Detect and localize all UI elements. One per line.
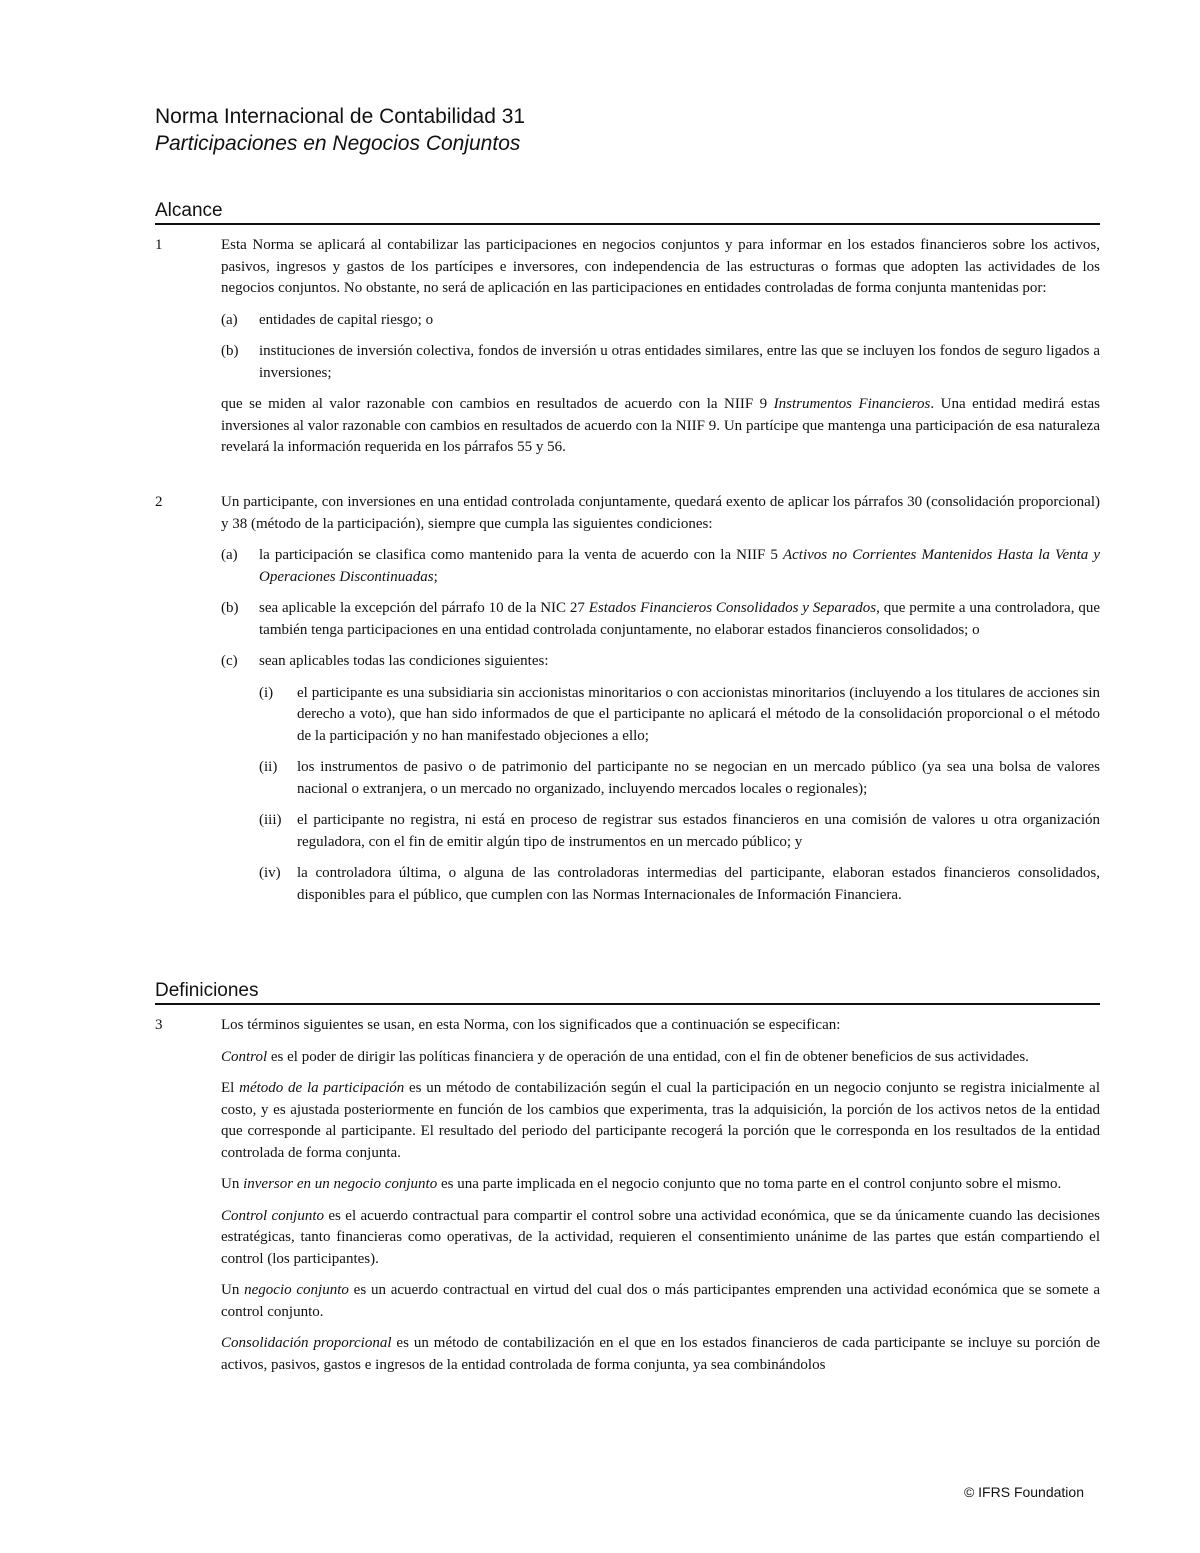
- text-run: Un: [221, 1282, 245, 1298]
- definition: [221, 1206, 1100, 1271]
- list-item-text: el participante es una subsidiaria sin accionistas minoritarios o con accionistas minoritarios (incluyendo a los titulares de acciones sin derecho a voto), que han sido informados de que el participante no aplicará el método de la consolidación proporcional o el método de la participación y no han manifestado objeciones a ello;: [297, 684, 1100, 744]
- list-item: [221, 545, 1100, 588]
- defined-term: inversor en un negocio conjunto: [243, 1176, 438, 1192]
- definition: [221, 1174, 1100, 1196]
- standard-title: Norma Internacional de Contabilidad 31: [155, 105, 526, 128]
- defined-term: Consolidación proporcional: [221, 1335, 392, 1351]
- standard-subtitle: Participaciones en Negocios Conjuntos: [155, 132, 521, 155]
- paragraph-number: 2: [155, 494, 163, 510]
- sub-list-item: [259, 810, 1100, 853]
- text-run: Un: [221, 1176, 244, 1192]
- list-item: [221, 598, 1100, 641]
- text-run: es un método de contabilización en el que en los estados financieros de cada participante se incluye su porción de activos, pasivos, gastos e ingresos de la entidad controlada de forma conjunta, ya sea combinándolos: [221, 1335, 1100, 1373]
- paragraph-text: Los términos siguientes se usan, en esta Norma, con los significados que a continuación se especifican:: [221, 1017, 841, 1033]
- text-run: El: [221, 1080, 240, 1096]
- paragraph-number: 3: [155, 1017, 163, 1033]
- standard-reference: Instrumentos Financieros: [773, 396, 931, 412]
- text-run: . Una entidad medirá estas inversiones al valor razonable con cambios en resultados de acuerdo con la NIIF 9. Un partícipe que mantenga una participación de esa naturaleza revelará la información requerida en los párrafos 55 y 56.: [221, 396, 1100, 455]
- text-run: la participación se clasifica como mantenido para la venta de acuerdo con la NIIF 5: [259, 547, 783, 563]
- paragraph-3: [155, 1015, 1100, 1376]
- definition: [221, 1280, 1100, 1323]
- list-item-label: (a): [221, 547, 238, 563]
- list-item: [221, 651, 1100, 906]
- definition: [221, 1078, 1100, 1164]
- text-run: es una parte implicada en el negocio conjunto que no toma parte en el control conjunto sobre el mismo.: [437, 1176, 1062, 1192]
- paragraph-text: Esta Norma se aplicará al contabilizar las participaciones en negocios conjuntos y para informar en los estados financieros sobre los activos, pasivos, ingresos y gastos de los partícipes e inversores, con independencia de las estructuras o formas que adopten las actividades de los negocios conjuntos. No obstante, no será de aplicación en las participaciones en entidades controladas de forma conjunta mantenidas por:: [221, 237, 1100, 296]
- list-item-text: entidades de capital riesgo; o: [259, 311, 434, 328]
- list-item-text: los instrumentos de pasivo o de patrimonio del participante no se negocian en un mercado público (ya sea una bolsa de valores nacional o extranjera, o un mercado no organizado, incluyendo mercados locales o regionales);: [297, 759, 1100, 797]
- list-item-label: (b): [221, 343, 239, 359]
- defined-term: negocio conjunto: [244, 1282, 349, 1298]
- footer-copyright: © IFRS Foundation: [963, 1484, 1084, 1500]
- text-run: es un método de contabilización según el cual la participación en un negocio conjunto se registra inicialmente al costo, y es ajustada posteriormente en función de los cambios que experimenta, tras la adquisición, la porción de los activos netos de la entidad que corresponde al participante. El resultado del periodo del participante recogerá la porción que le corresponda en los resultados de la entidad controlada de forma conjunta.: [221, 1080, 1100, 1161]
- list-item-label: (i): [259, 684, 274, 701]
- paragraph-2: [155, 492, 1100, 906]
- sub-list-item: [259, 757, 1100, 800]
- defined-term: Control: [221, 1048, 268, 1065]
- defined-term: método de la participación: [239, 1080, 405, 1096]
- section-heading-definiciones: Definiciones: [155, 980, 1100, 1005]
- list-item-label: (a): [221, 311, 238, 328]
- text-run: ;: [433, 568, 438, 585]
- list-item-label: (ii): [259, 759, 278, 775]
- defined-term: Control conjunto: [221, 1207, 325, 1224]
- definition: [221, 1333, 1100, 1376]
- text-run: , que permite a una controladora, que también tenga participaciones en una entidad controlada conjuntamente, no elaborar estados financieros consolidados; o: [259, 600, 1100, 638]
- paragraph-1: [155, 235, 1100, 459]
- list-item-label: (iv): [259, 865, 281, 881]
- list-item-text: instituciones de inversión colectiva, fondos de inversión u otras entidades similares, entre las que se incluyen los fondos de seguro ligados a inversiones;: [259, 343, 1100, 381]
- sub-list-item: [259, 683, 1100, 748]
- standard-reference: Estados Financieros Consolidados y Separados: [588, 600, 877, 616]
- sub-list-item: [259, 863, 1100, 906]
- paragraph-text: [221, 394, 1100, 459]
- list-item: [221, 341, 1100, 384]
- list-item-label: (b): [221, 600, 239, 616]
- list-item-text: sean aplicables todas las condiciones siguientes:: [259, 653, 549, 669]
- standard-reference: Activos no Corrientes Mantenidos Hasta la Venta y Operaciones Discontinuadas: [259, 547, 1100, 585]
- list-item-text: el participante no registra, ni está en proceso de registrar sus estados financieros en una comisión de valores u otra organización reguladora, con el fin de emitir algún tipo de instrumentos en un mercado público; y: [297, 812, 1100, 850]
- text-run: sea aplicable la excepción del párrafo 10 de la NIC 27: [259, 600, 589, 616]
- section-heading-alcance: Alcance: [155, 200, 1100, 225]
- definition: [221, 1047, 1100, 1069]
- text-run: es el poder de dirigir las políticas financiera y de operación de una entidad, con el fin de obtener beneficios de sus actividades.: [267, 1048, 1029, 1065]
- text-run: que se miden al valor razonable con cambios en resultados de acuerdo con la NIIF 9: [221, 396, 774, 412]
- text-run: es el acuerdo contractual para compartir el control sobre una actividad económica, que se da únicamente cuando las decisiones estratégicas, tanto financieras como operativas, de la actividad, requieren el consentimiento unánime de las partes que están compartiendo el control (los participantes).: [221, 1207, 1101, 1267]
- text-run: es un acuerdo contractual en virtud del cual dos o más participantes emprenden una actividad económica que se somete a control conjunto.: [221, 1282, 1100, 1320]
- list-item-label: (c): [221, 653, 238, 669]
- paragraph-number: 1: [155, 237, 163, 253]
- list-item-text: la controladora última, o alguna de las controladoras intermedias del participante, elaboran estados financieros consolidados, disponibles para el público, que cumplen con las Normas Internacionales de Información Financiera.: [297, 865, 1100, 903]
- list-item-label: (iii): [259, 812, 282, 828]
- paragraph-text: Un participante, con inversiones en una entidad controlada conjuntamente, quedará exento de aplicar los párrafos 30 (consolidación proporcional) y 38 (método de la participación), siempre que cumpla las siguientes condiciones:: [221, 494, 1100, 532]
- list-item: [221, 310, 1100, 332]
